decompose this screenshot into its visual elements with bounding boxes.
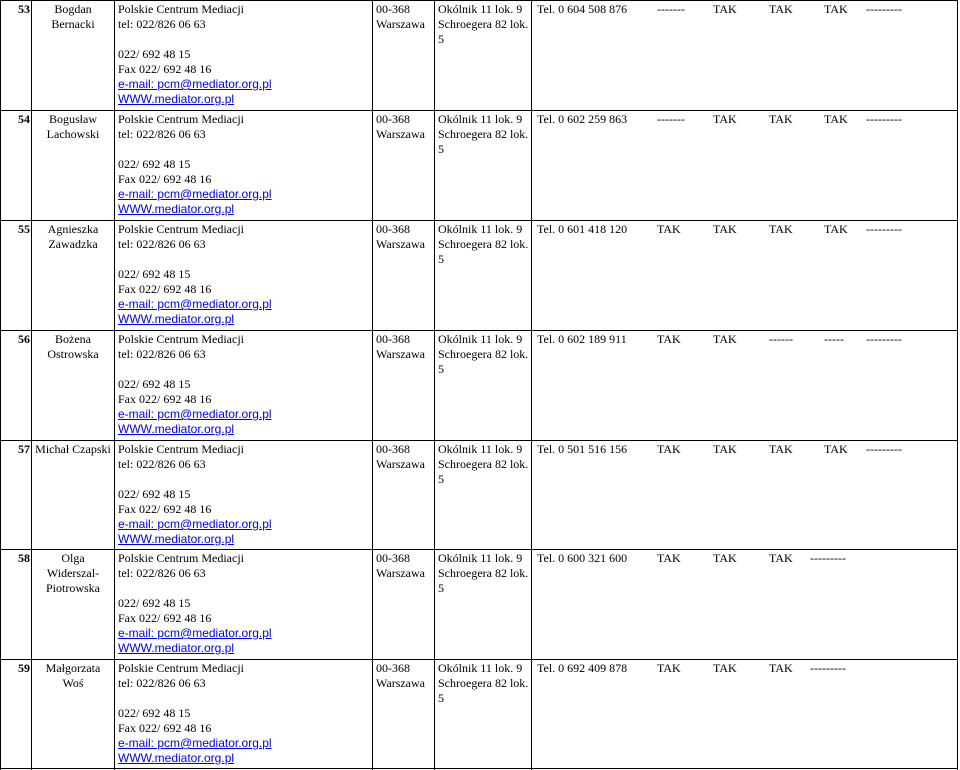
- city: Warszawa: [376, 457, 426, 471]
- address-line-1: Okólnik 11 lok. 9: [438, 661, 523, 675]
- second-phone: 022/ 692 48 15: [118, 47, 191, 61]
- email-link[interactable]: e-mail: pcm@mediator.org.pl: [118, 187, 272, 201]
- website-link[interactable]: WWW.mediator.org.pl: [118, 202, 235, 216]
- field-5: ---------: [866, 332, 902, 346]
- row-divider: [0, 768, 958, 769]
- col-divider: [114, 0, 115, 770]
- postal-code: 00-368: [376, 551, 410, 565]
- col-divider: [957, 0, 958, 770]
- field-3: TAK: [769, 442, 793, 456]
- mediator-name: Bożena Ostrowska: [47, 332, 99, 361]
- second-phone: 022/ 692 48 15: [118, 377, 191, 391]
- address-line-2: Schroegera 82 lok.: [438, 17, 529, 31]
- field-3: TAK: [769, 661, 793, 675]
- city: Warszawa: [376, 17, 426, 31]
- address-line-3: 5: [438, 32, 444, 46]
- field-1: TAK: [657, 661, 681, 675]
- fax-number: Fax 022/ 692 48 16: [118, 721, 212, 735]
- email-link[interactable]: e-mail: pcm@mediator.org.pl: [118, 736, 272, 750]
- mobile-phone: Tel. 0 601 418 120: [537, 222, 628, 236]
- field-2: TAK: [713, 2, 737, 16]
- fax-number: Fax 022/ 692 48 16: [118, 282, 212, 296]
- field-3: TAK: [769, 222, 793, 236]
- mediator-name: Olga Widerszal-Piotrowska: [46, 551, 100, 595]
- field-2: TAK: [713, 661, 737, 675]
- field-1: TAK: [657, 222, 681, 236]
- row-divider: [0, 110, 958, 111]
- row-number: 54: [18, 112, 30, 126]
- city: Warszawa: [376, 237, 426, 251]
- fax-number: Fax 022/ 692 48 16: [118, 502, 212, 516]
- email-link[interactable]: e-mail: pcm@mediator.org.pl: [118, 517, 272, 531]
- field-4: TAK: [824, 222, 848, 236]
- city: Warszawa: [376, 676, 426, 690]
- postal-code: 00-368: [376, 661, 410, 675]
- email-link[interactable]: e-mail: pcm@mediator.org.pl: [118, 297, 272, 311]
- row-divider: [0, 440, 958, 441]
- organization-name: Polskie Centrum Mediacji: [118, 551, 244, 565]
- address-line-3: 5: [438, 472, 444, 486]
- mediator-name: Michał Czapski: [35, 442, 111, 456]
- postal-code: 00-368: [376, 222, 410, 236]
- mobile-phone: Tel. 0 501 516 156: [537, 442, 628, 456]
- mobile-phone: Tel. 0 692 409 878: [537, 661, 628, 675]
- address-line-3: 5: [438, 252, 444, 266]
- fax-number: Fax 022/ 692 48 16: [118, 172, 212, 186]
- field-5: ---------: [866, 222, 902, 236]
- field-3: ------: [769, 332, 793, 346]
- address-line-1: Okólnik 11 lok. 9: [438, 332, 523, 346]
- fax-number: Fax 022/ 692 48 16: [118, 62, 212, 76]
- office-phone: tel: 022/826 06 63: [118, 237, 206, 251]
- address-line-3: 5: [438, 581, 444, 595]
- organization-name: Polskie Centrum Mediacji: [118, 661, 244, 675]
- city: Warszawa: [376, 566, 426, 580]
- row-divider: [0, 549, 958, 550]
- office-phone: tel: 022/826 06 63: [118, 676, 206, 690]
- row-number: 53: [18, 2, 30, 16]
- field-1: -------: [657, 112, 685, 126]
- address-line-1: Okólnik 11 lok. 9: [438, 442, 523, 456]
- field-4: ---------: [810, 661, 846, 675]
- address-line-2: Schroegera 82 lok.: [438, 347, 529, 361]
- office-phone: tel: 022/826 06 63: [118, 127, 206, 141]
- email-link[interactable]: e-mail: pcm@mediator.org.pl: [118, 407, 272, 421]
- address-line-2: Schroegera 82 lok.: [438, 566, 529, 580]
- city: Warszawa: [376, 347, 426, 361]
- field-5: ---------: [866, 2, 902, 16]
- website-link[interactable]: WWW.mediator.org.pl: [118, 751, 235, 765]
- field-2: TAK: [713, 551, 737, 565]
- mobile-phone: Tel. 0 604 508 876: [537, 2, 628, 16]
- website-link[interactable]: WWW.mediator.org.pl: [118, 641, 235, 655]
- field-2: TAK: [713, 442, 737, 456]
- organization-name: Polskie Centrum Mediacji: [118, 332, 244, 346]
- field-5: ---------: [866, 442, 902, 456]
- address-line-2: Schroegera 82 lok.: [438, 676, 529, 690]
- address-line-1: Okólnik 11 lok. 9: [438, 112, 523, 126]
- website-link[interactable]: WWW.mediator.org.pl: [118, 422, 235, 436]
- office-phone: tel: 022/826 06 63: [118, 347, 206, 361]
- second-phone: 022/ 692 48 15: [118, 706, 191, 720]
- second-phone: 022/ 692 48 15: [118, 487, 191, 501]
- second-phone: 022/ 692 48 15: [118, 596, 191, 610]
- website-link[interactable]: WWW.mediator.org.pl: [118, 532, 235, 546]
- mediator-name: Bogusław Lachowski: [46, 112, 100, 141]
- postal-code: 00-368: [376, 112, 410, 126]
- field-1: TAK: [657, 442, 681, 456]
- email-link[interactable]: e-mail: pcm@mediator.org.pl: [118, 77, 272, 91]
- row-number: 57: [18, 442, 30, 456]
- field-3: TAK: [769, 2, 793, 16]
- address-line-2: Schroegera 82 lok.: [438, 457, 529, 471]
- address-line-3: 5: [438, 142, 444, 156]
- address-line-3: 5: [438, 362, 444, 376]
- mediator-name: Bogdan Bernacki: [51, 2, 95, 31]
- row-divider: [0, 0, 958, 1]
- organization-name: Polskie Centrum Mediacji: [118, 2, 244, 16]
- website-link[interactable]: WWW.mediator.org.pl: [118, 92, 235, 106]
- office-phone: tel: 022/826 06 63: [118, 17, 206, 31]
- field-2: TAK: [713, 332, 737, 346]
- postal-code: 00-368: [376, 332, 410, 346]
- email-link[interactable]: e-mail: pcm@mediator.org.pl: [118, 626, 272, 640]
- field-2: TAK: [713, 222, 737, 236]
- field-3: TAK: [769, 551, 793, 565]
- mediator-name: Agnieszka Zawadzka: [47, 222, 99, 251]
- address-line-1: Okólnik 11 lok. 9: [438, 222, 523, 236]
- field-1: TAK: [657, 332, 681, 346]
- second-phone: 022/ 692 48 15: [118, 267, 191, 281]
- city: Warszawa: [376, 127, 426, 141]
- col-divider: [31, 0, 32, 770]
- office-phone: tel: 022/826 06 63: [118, 457, 206, 471]
- fax-number: Fax 022/ 692 48 16: [118, 392, 212, 406]
- row-number: 58: [18, 551, 30, 565]
- row-number: 55: [18, 222, 30, 236]
- address-line-3: 5: [438, 691, 444, 705]
- field-4: TAK: [824, 442, 848, 456]
- mobile-phone: Tel. 0 602 259 863: [537, 112, 628, 126]
- col-divider: [531, 0, 532, 770]
- mobile-phone: Tel. 0 602 189 911: [537, 332, 627, 346]
- organization-name: Polskie Centrum Mediacji: [118, 112, 244, 126]
- field-2: TAK: [713, 112, 737, 126]
- organization-name: Polskie Centrum Mediacji: [118, 222, 244, 236]
- row-number: 56: [18, 332, 30, 346]
- row-divider: [0, 659, 958, 660]
- address-line-1: Okólnik 11 lok. 9: [438, 551, 523, 565]
- address-line-2: Schroegera 82 lok.: [438, 237, 529, 251]
- field-4: TAK: [824, 2, 848, 16]
- office-phone: tel: 022/826 06 63: [118, 566, 206, 580]
- second-phone: 022/ 692 48 15: [118, 157, 191, 171]
- address-line-1: Okólnik 11 lok. 9: [438, 2, 523, 16]
- field-4: -----: [824, 332, 844, 346]
- field-4: TAK: [824, 112, 848, 126]
- field-5: ---------: [866, 112, 902, 126]
- row-divider: [0, 220, 958, 221]
- address-line-2: Schroegera 82 lok.: [438, 127, 529, 141]
- postal-code: 00-368: [376, 2, 410, 16]
- website-link[interactable]: WWW.mediator.org.pl: [118, 312, 235, 326]
- field-3: TAK: [769, 112, 793, 126]
- organization-name: Polskie Centrum Mediacji: [118, 442, 244, 456]
- field-1: TAK: [657, 551, 681, 565]
- col-divider: [434, 0, 435, 770]
- row-divider: [0, 330, 958, 331]
- col-divider: [372, 0, 373, 770]
- field-4: ---------: [810, 551, 846, 565]
- mobile-phone: Tel. 0 600 321 600: [537, 551, 628, 565]
- field-1: -------: [657, 2, 685, 16]
- mediator-name: Małgorzata Woś: [45, 661, 101, 690]
- row-number: 59: [18, 661, 30, 675]
- postal-code: 00-368: [376, 442, 410, 456]
- fax-number: Fax 022/ 692 48 16: [118, 611, 212, 625]
